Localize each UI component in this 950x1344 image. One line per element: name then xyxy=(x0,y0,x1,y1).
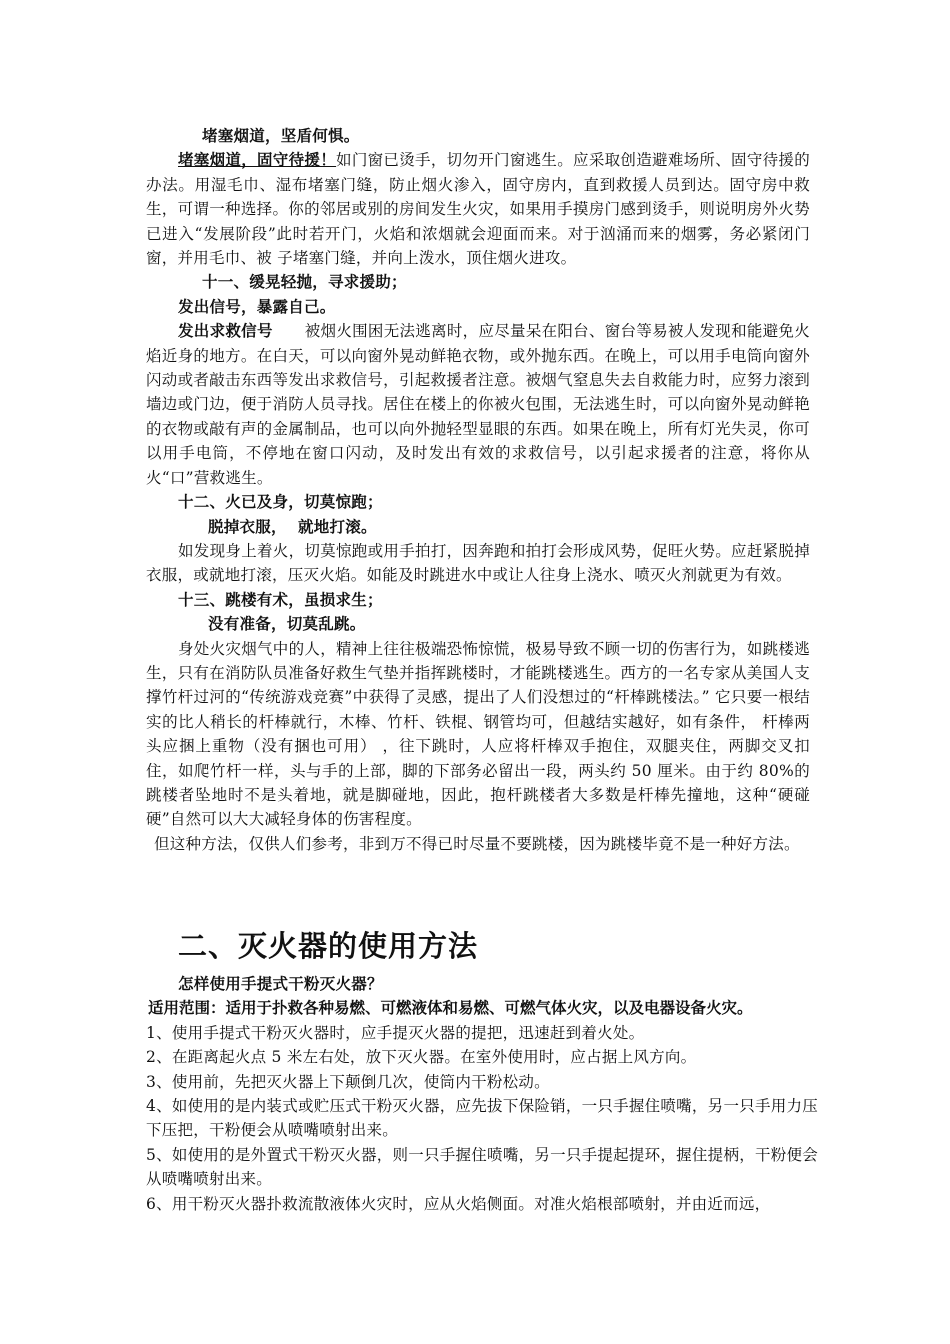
section-10-paragraph xyxy=(146,148,810,270)
section-13-note: 但这种方法，仅供人们参考，非到万不得已时尽量不要跳楼，因为跳楼毕竟不是一种好方法。 xyxy=(154,834,800,853)
section-13-paragraph: 身处火灾烟气中的人，精神上往往极端恐怖惊慌，极易导致不顾一切的伤害行为，如跳楼逃生，只有在消防队员准备好救生气垫并指挥跳楼时，才能跳楼逃生。西方的一名专家从美国人支撑竹杆过河的“传统游戏竞赛”中获得了灵感，提出了人们没想过的“杆棒跳楼法。” 它只要一根结实的比人稍长的杆棒就行，木棒、竹杆、铁棍、钢管均可，但越结实越好，如有条件， 杆棒两头应捆上重物（没有捆也可用） ，往下跳时，人应将杆棒双手抱住，双腿夹住，两脚交叉扣住，如爬竹杆一样，头与手的上部，脚的下部务必留出一段，两头约 50 厘米。由于约 80%的跳楼者坠地时不是头着地，就是脚碰地，因此，抱杆跳楼者大多数是杆棒先撞地，这种“硬碰硬”自然可以大大减轻身体的伤害程度。 xyxy=(146,639,810,829)
section-12-paragraph: 如发现身上着火，切莫惊跑或用手拍打，因奔跑和拍打会形成风势，促旺火势。应赶紧脱掉衣服，或就地打滚，压灭火焰。如能及时跳进水中或让人往身上浇水、喷灭火剂就更为有效。 xyxy=(146,541,810,585)
section-11-title: 十一、缓晃轻抛，寻求援助； xyxy=(202,272,407,292)
section-11-paragraph xyxy=(146,319,810,490)
section-11-body: 被烟火围困无法逃离时，应尽量呆在阳台、窗台等易被人发现和能避免火焰近身的地方。在白天，可以向窗外晃动鲜艳衣物，或外抛东西。在晚上，可以用手电筒向窗外闪动或者敲击东西等发出求救信号，引起救援者注意。被烟气窒息失去自救能力时，应努力滚到墙边或门边，便于消防人员寻找。居住在楼上的你被火包围，无法逃生时，可以向窗外晃动鲜艳的衣物或敲有声的金属制品，也可以向外抛轻型显眼的东西。如果在晚上，所有灯光失灵，你可以用手电筒，不停地在窗口闪动，及时发出有效的求救信号，以引起求援者的注意，将你从火“口”营救逃生。 xyxy=(146,322,810,487)
step-3: 3、使用前，先把灭火器上下颠倒几次，使筒内干粉松动。 xyxy=(146,1072,550,1091)
section-10-motto: 堵塞烟道，坚盾何惧。 xyxy=(202,126,360,145)
step-1: 1、使用手提式干粉灭火器时，应手提灭火器的提把，迅速赶到着火处。 xyxy=(146,1023,645,1042)
extinguisher-subtitle: 怎样使用手提式干粉灭火器？ xyxy=(178,974,383,993)
section-2-heading: 二、灭火器的使用方法 xyxy=(178,929,479,963)
section-10-body: 如门窗已烫手，切勿开门窗逃生。应采取创造避难场所、固守待援的办法。用湿毛巾、湿布堵塞门缝，防止烟火渗入，固守房内，直到救援人员到达。固守房中救生，可谓一种选择。你的邻居或别的房间发生火灾，如果用手摸房门感到烫手，则说明房外火势已进入“发展阶段”此时若开门，火焰和浓烟就会迎面而来。对于汹涌而来的烟雾，务必紧闭门窗，并用毛巾、被 子堵塞门缝，并向上泼水，顶住烟火进攻。 xyxy=(146,151,810,268)
body-section-1 xyxy=(146,124,810,856)
section-12-title: 十二、火已及身，切莫惊跑； xyxy=(178,492,383,512)
extinguisher-scope: 适用范围：适用于扑救各种易燃、可燃液体和易燃、可燃气体火灾，以及电器设备火灾。 xyxy=(148,998,753,1018)
section-13-title: 十三、跳楼有术，虽损求生； xyxy=(178,589,383,609)
section-12-motto: 脱掉衣服， 就地打滚。 xyxy=(208,516,377,536)
step-4: 4、如使用的是内装式或贮压式干粉灭火器，应先拔下保险销，一只手握住喷嘴，另一只手用力压下压把，干粉便会从喷嘴喷射出来。 xyxy=(146,1097,818,1140)
step-5: 5、如使用的是外置式干粉灭火器，则一只手握住喷嘴，另一只手提起提环，握住提柄，干粉便会从喷嘴喷射出来。 xyxy=(146,1145,818,1189)
step-6: 6、用干粉灭火器扑救流散液体火灾时，应从火焰侧面。对准火焰根部喷射，并由近而远， xyxy=(146,1194,771,1213)
section-10-lead: 堵塞烟道，固守待援！ xyxy=(178,150,337,170)
step-2: 2、在距离起火点 5 米左右处，放下灭火器。在室外使用时，应占据上风方向。 xyxy=(146,1048,697,1067)
section-13-motto: 没有准备，切莫乱跳。 xyxy=(208,614,366,634)
section-11-lead: 发出求救信号 xyxy=(178,321,273,341)
extinguisher-section xyxy=(146,972,818,1216)
section-11-motto: 发出信号，暴露自己。 xyxy=(178,296,336,316)
